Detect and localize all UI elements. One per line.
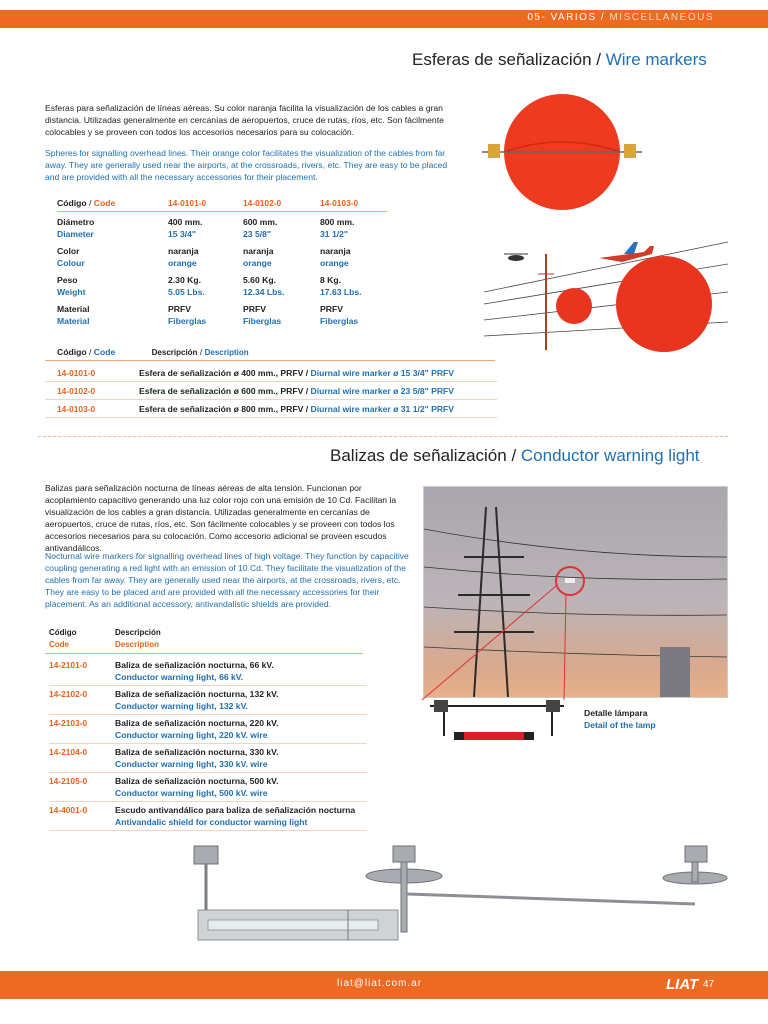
lights-item-en: Conductor warning light, 330 kV. wire bbox=[115, 759, 268, 769]
detail-en: Detail of the lamp bbox=[584, 720, 656, 730]
spec-row bbox=[57, 245, 387, 274]
lights-list-item bbox=[49, 657, 367, 686]
lights-item-en: Conductor warning light, 500 kV. wire bbox=[115, 788, 268, 798]
spec-code-2: 14-0102-0 bbox=[243, 198, 282, 208]
clamp-left bbox=[488, 144, 500, 158]
markers-item-code: 14-0103-0 bbox=[57, 403, 96, 414]
markers-item-code: 14-0101-0 bbox=[57, 367, 96, 378]
spec-value-es: 5.60 Kg. bbox=[243, 275, 276, 285]
footer-bar bbox=[0, 971, 768, 999]
markers-item-code: 14-0102-0 bbox=[57, 385, 96, 396]
spec-value-es: naranja bbox=[243, 246, 274, 256]
lights-title: Balizas de señalización / Conductor warning light bbox=[330, 446, 700, 465]
spec-value-es: naranja bbox=[320, 246, 351, 256]
section-es: VARIOS bbox=[550, 12, 597, 23]
spec-value-es: 2.30 Kg. bbox=[168, 275, 201, 285]
lights-list bbox=[49, 657, 367, 831]
markers-list-item: 14-0102-0 Esfera de señalización ø 600 mm., PRFV / Diurnal wire marker ø 23 5/8" PRFV bbox=[45, 382, 497, 400]
spec-value-en: Fiberglas bbox=[243, 316, 282, 326]
spec-row bbox=[57, 274, 387, 303]
markers-title: Esferas de señalización / Wire markers bbox=[412, 50, 707, 69]
list-header-code-en: Code bbox=[93, 347, 116, 357]
lights-item-code: 14-2102-0 bbox=[49, 689, 88, 699]
markers-desc-es: Esferas para señalización de líneas aéreas. Su color naranja facilita la visualización de los cables a gran distancia. Utilizadas generalmente en cercanías de aeropuertos, cruce de rutas, ríos, etc. Son fácilmente colocables y se proveen con todos los accesorios necesarios para su colocación. bbox=[45, 103, 444, 137]
spec-row bbox=[57, 216, 387, 245]
lights-list-header bbox=[49, 627, 161, 651]
lights-item-en: Conductor warning light, 66 kV. bbox=[115, 672, 244, 682]
lights-list-item bbox=[49, 802, 367, 831]
diagram-sphere-small bbox=[556, 288, 592, 324]
lights-item-en: Antivandalic shield for conductor warning light bbox=[115, 817, 308, 827]
lamp-detail-caption bbox=[584, 707, 656, 731]
spec-value-es: PRFV bbox=[243, 304, 266, 314]
lights-header-code-es: Código bbox=[49, 628, 77, 637]
lights-desc-es: Balizas para señalización nocturna de líneas aéreas de alta tensión. Funcionan por acoplamiento capacitivo generando una luz color rojo con una emisión de 10 Cd. Facilitan la visualización de los cables a gran distancia. Utilizadas generalmente en cercanías de aeropuertos, cruce de rutas, ríos, etc. Son fácilmente colocables y se proveen con todos los accesorios necesarios para su colocación. Como accesorio adicional se proveen escudos antivandálicos. bbox=[45, 483, 397, 553]
spec-label-es: Diámetro bbox=[57, 217, 95, 227]
spec-row bbox=[57, 303, 387, 332]
spec-rule bbox=[57, 211, 387, 212]
spec-value-es: 8 Kg. bbox=[320, 275, 342, 285]
lights-item-en: Conductor warning light, 220 kV. wire bbox=[115, 730, 268, 740]
diagram-sphere-large bbox=[616, 256, 712, 352]
lights-list-rule bbox=[45, 653, 363, 654]
spec-value-es: 600 mm. bbox=[243, 217, 278, 227]
detail-callout bbox=[420, 578, 580, 708]
markers-line-diagram bbox=[484, 234, 728, 352]
lights-header-code-en: Code bbox=[49, 640, 69, 649]
lights-header-desc-es: Descripción bbox=[115, 628, 161, 637]
markers-item-en: Diurnal wire marker ø 15 3/4" PRFV bbox=[310, 367, 455, 378]
spec-value-en: 31 1/2" bbox=[320, 229, 348, 239]
spec-value-en: Fiberglas bbox=[320, 316, 359, 326]
markers-title-es: Esferas de señalización bbox=[412, 50, 592, 69]
section-number: 05 bbox=[527, 12, 542, 23]
spec-value-en: 17.63 Lbs. bbox=[320, 287, 362, 297]
lights-item-es: Baliza de señalización nocturna, 500 kV. bbox=[115, 776, 279, 786]
markers-list-item: 14-0101-0 Esfera de señalización ø 400 mm., PRFV / Diurnal wire marker ø 15 3/4" PRFV bbox=[45, 364, 497, 382]
markers-item-es: Esfera de señalización ø 400 mm., PRFV bbox=[139, 367, 304, 378]
markers-item-en: Diurnal wire marker ø 23 5/8" PRFV bbox=[310, 385, 455, 396]
lights-item-es: Baliza de señalización nocturna, 132 kV. bbox=[115, 689, 279, 699]
spec-code-3: 14-0103-0 bbox=[320, 198, 359, 208]
lamp-tube bbox=[464, 732, 524, 740]
clamp-right bbox=[624, 144, 636, 158]
spec-label-en: Diameter bbox=[57, 229, 94, 239]
brand-logo: LIAT bbox=[666, 976, 699, 993]
spec-label-es: Peso bbox=[57, 275, 78, 285]
spec-label-es: Color bbox=[57, 246, 80, 256]
spec-value-en: 15 3/4" bbox=[168, 229, 196, 239]
lights-item-en: Conductor warning light, 132 kV. bbox=[115, 701, 248, 711]
spec-value-es: PRFV bbox=[168, 304, 191, 314]
lights-item-es: Baliza de señalización nocturna, 66 kV. bbox=[115, 660, 274, 670]
footer-email[interactable]: liat@liat.com.ar bbox=[337, 978, 423, 989]
spec-value-en: 23 5/8" bbox=[243, 229, 271, 239]
detail-es: Detalle lámpara bbox=[584, 708, 648, 718]
spec-label-en: Weight bbox=[57, 287, 86, 297]
spec-value-en: 5.05 Lbs. bbox=[168, 287, 205, 297]
lamp-detail-image bbox=[424, 700, 574, 750]
spec-label-en: Colour bbox=[57, 258, 85, 268]
markers-item-en: Diurnal wire marker ø 31 1/2" PRFV bbox=[310, 403, 455, 414]
lights-list-item bbox=[49, 773, 367, 802]
lights-item-code: 14-4001-0 bbox=[49, 805, 88, 815]
spec-label-es: Material bbox=[57, 304, 90, 314]
lights-list-item bbox=[49, 686, 367, 715]
spec-value-es: naranja bbox=[168, 246, 199, 256]
spec-value-en: orange bbox=[168, 258, 197, 268]
list-header-desc-en: Description bbox=[204, 348, 249, 357]
lights-item-es: Escudo antivandálico para baliza de señalización nocturna bbox=[115, 805, 356, 815]
markers-item-es: Esfera de señalización ø 800 mm., PRFV bbox=[139, 403, 304, 414]
lights-list-item bbox=[49, 744, 367, 773]
list-header-desc-es: Descripción bbox=[151, 348, 198, 357]
markers-list-rule bbox=[45, 360, 495, 361]
spec-code-1: 14-0101-0 bbox=[168, 198, 207, 208]
lights-item-code: 14-2103-0 bbox=[49, 718, 88, 728]
header-bar bbox=[0, 10, 768, 28]
spec-value-en: Fiberglas bbox=[168, 316, 207, 326]
section-en: MISCELLANEOUS bbox=[609, 12, 714, 23]
markers-desc-en: Spheres for signalling overhead lines. Their orange color facilitates the visualization of the cables from far away. They are generally used near the airports, at the crossroads, rivers, etc. They are easy to be placed and are provided with all the necessary accessories for their placement. bbox=[45, 148, 448, 182]
spec-label-en: Material bbox=[57, 316, 90, 326]
warning-light-assembly-image bbox=[188, 842, 733, 970]
section-label: 05- VARIOS / MISCELLANEOUS bbox=[527, 12, 714, 23]
spec-value-es: 800 mm. bbox=[320, 217, 355, 227]
lights-item-code: 14-2105-0 bbox=[49, 776, 88, 786]
lights-item-code: 14-2104-0 bbox=[49, 747, 88, 757]
markers-item-es: Esfera de señalización ø 600 mm., PRFV bbox=[139, 385, 304, 396]
list-header-code-es: Código bbox=[57, 347, 87, 357]
page-number: 47 bbox=[703, 979, 715, 990]
markers-list-item: 14-0103-0 Esfera de señalización ø 800 mm., PRFV / Diurnal wire marker ø 31 1/2" PRFV bbox=[45, 400, 497, 418]
helicopter-icon bbox=[504, 254, 528, 261]
lights-title-en: Conductor warning light bbox=[520, 446, 700, 465]
spec-value-es: 400 mm. bbox=[168, 217, 203, 227]
sphere-image bbox=[482, 92, 732, 212]
spec-header-es: Código bbox=[57, 198, 87, 208]
lights-header-desc-en: Description bbox=[115, 640, 160, 649]
spec-code-header: Código / Code bbox=[57, 198, 116, 208]
spec-table bbox=[57, 216, 387, 332]
markers-list bbox=[57, 364, 497, 418]
lights-item-es: Baliza de señalización nocturna, 330 kV. bbox=[115, 747, 279, 757]
spec-header-en: Code bbox=[93, 198, 116, 208]
lights-item-code: 14-2101-0 bbox=[49, 660, 88, 670]
spec-value-en: orange bbox=[243, 258, 272, 268]
lights-list-item bbox=[49, 715, 367, 744]
markers-list-header: Código / Code Descripción / Description bbox=[57, 347, 249, 357]
lights-item-es: Baliza de señalización nocturna, 220 kV. bbox=[115, 718, 279, 728]
spec-value-es: PRFV bbox=[320, 304, 343, 314]
markers-title-en: Wire markers bbox=[605, 50, 707, 69]
lights-desc-en: Nocturnal wire markers for signalling overhead lines of high voltage. They function by capacitive coupling generating a red light with an emission of 10 Cd. They facilitate the visualization of the cables from far away. They are generally used near the airports, at the crossroads, rivers, etc. They are easy to be placed and are provided with all the necessary accessories for their placement. As an additional accessory, antivandalistic shields are provided. bbox=[45, 551, 409, 609]
lights-title-es: Balizas de señalización bbox=[330, 446, 507, 465]
spec-value-en: 12.34 Lbs. bbox=[243, 287, 285, 297]
section-separator bbox=[38, 436, 728, 437]
spec-value-en: orange bbox=[320, 258, 349, 268]
